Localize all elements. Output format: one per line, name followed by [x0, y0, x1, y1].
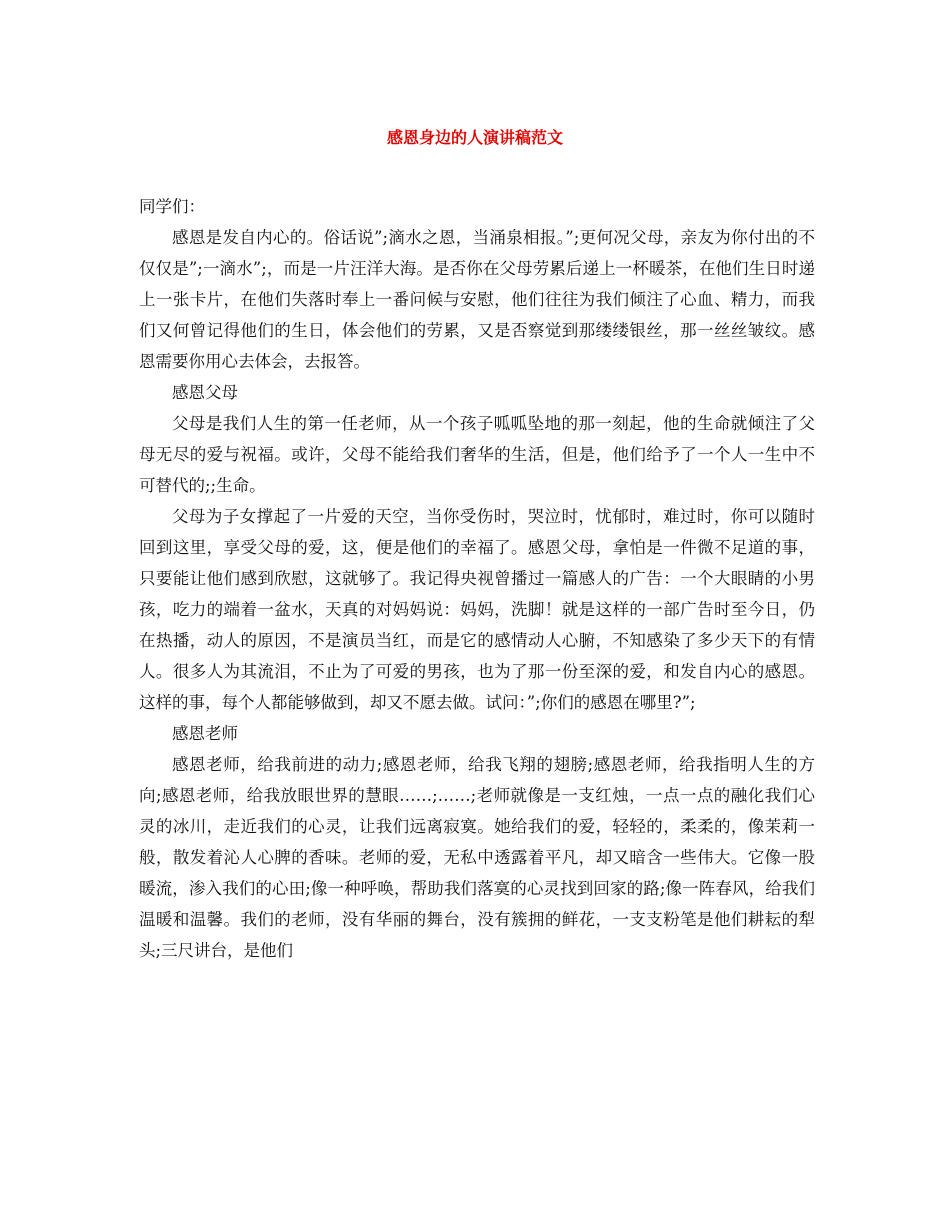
section-heading-teachers: 感恩老师 — [172, 724, 238, 743]
paragraph-teachers-1: 感恩老师，给我前进的动力;感恩老师，给我飞翔的翅膀;感恩老师，给我指明人生的方向;感恩老师，给我放眼世界的慧眼……;……;老师就像是一支红烛，一点一点的融化我们心灵的冰川，走近我们的心灵，让我们远离寂寞。她给我们的爱，轻轻的，柔柔的，像茉莉一般，散发着沁人心脾的香味。老师的爱，无私中透露着平凡，却又暗含一些伟大。它像一股暖流，渗入我们的心田;像一种呼唤，帮助我们落寞的心灵找到回家的路;像一阵春风，给我们温暖和温馨。我们的老师，没有华丽的舞台，没有簇拥的鲜花，一支支粉笔是他们耕耘的犁头;三尺讲台，是他们 — [139, 755, 815, 960]
section-heading-parents: 感恩父母 — [172, 383, 238, 402]
document-body — [139, 191, 815, 966]
paragraph-parents-2: 父母为子女撑起了一片爱的天空，当你受伤时，哭泣时，忧郁时，难过时，你可以随时回到这里，享受父母的爱，这，便是他们的幸福了。感恩父母，拿怕是一件微不足道的事，只要能让他们感到欣慰，这就够了。我记得央视曾播过一篇感人的广告：一个大眼睛的小男孩，吃力的端着一盆水，天真的对妈妈说：妈妈，洗脚！就是这样的一部广告时至今日，仍在热播，动人的原因，不是演员当红，而是它的感情动人心腑，不知感染了多少天下的有情人。很多人为其流泪，不止为了可爱的男孩，也为了那一份至深的爱，和发自内心的感恩。这样的事，每个人都能够做到，却又不愿去做。试问：”;你们的感恩在哪里?”; — [139, 507, 815, 712]
paragraph-intro: 感恩是发自内心的。俗话说”;滴水之恩，当涌泉相报。”;更何况父母，亲友为你付出的不仅仅是”;一滴水”;，而是一片汪洋大海。是否你在父母劳累后递上一杯暖茶，在他们生日时递上一张卡片，在他们失落时奉上一番问候与安慰，他们往往为我们倾注了心血、精力，而我们又何曾记得他们的生日，体会他们的劳累，又是否察觉到那缕缕银丝，那一丝丝皱纹。感恩需要你用心去体会，去报答。 — [139, 228, 815, 371]
paragraph-parents-1: 父母是我们人生的第一任老师，从一个孩子呱呱坠地的那一刻起，他的生命就倾注了父母无尽的爱与祝福。或许，父母不能给我们奢华的生活，但是，他们给予了一个人一生中不可替代的;;生命。 — [139, 414, 815, 495]
document-title: 感恩身边的人演讲稿范文 — [386, 128, 563, 147]
salutation: 同学们： — [139, 197, 205, 216]
